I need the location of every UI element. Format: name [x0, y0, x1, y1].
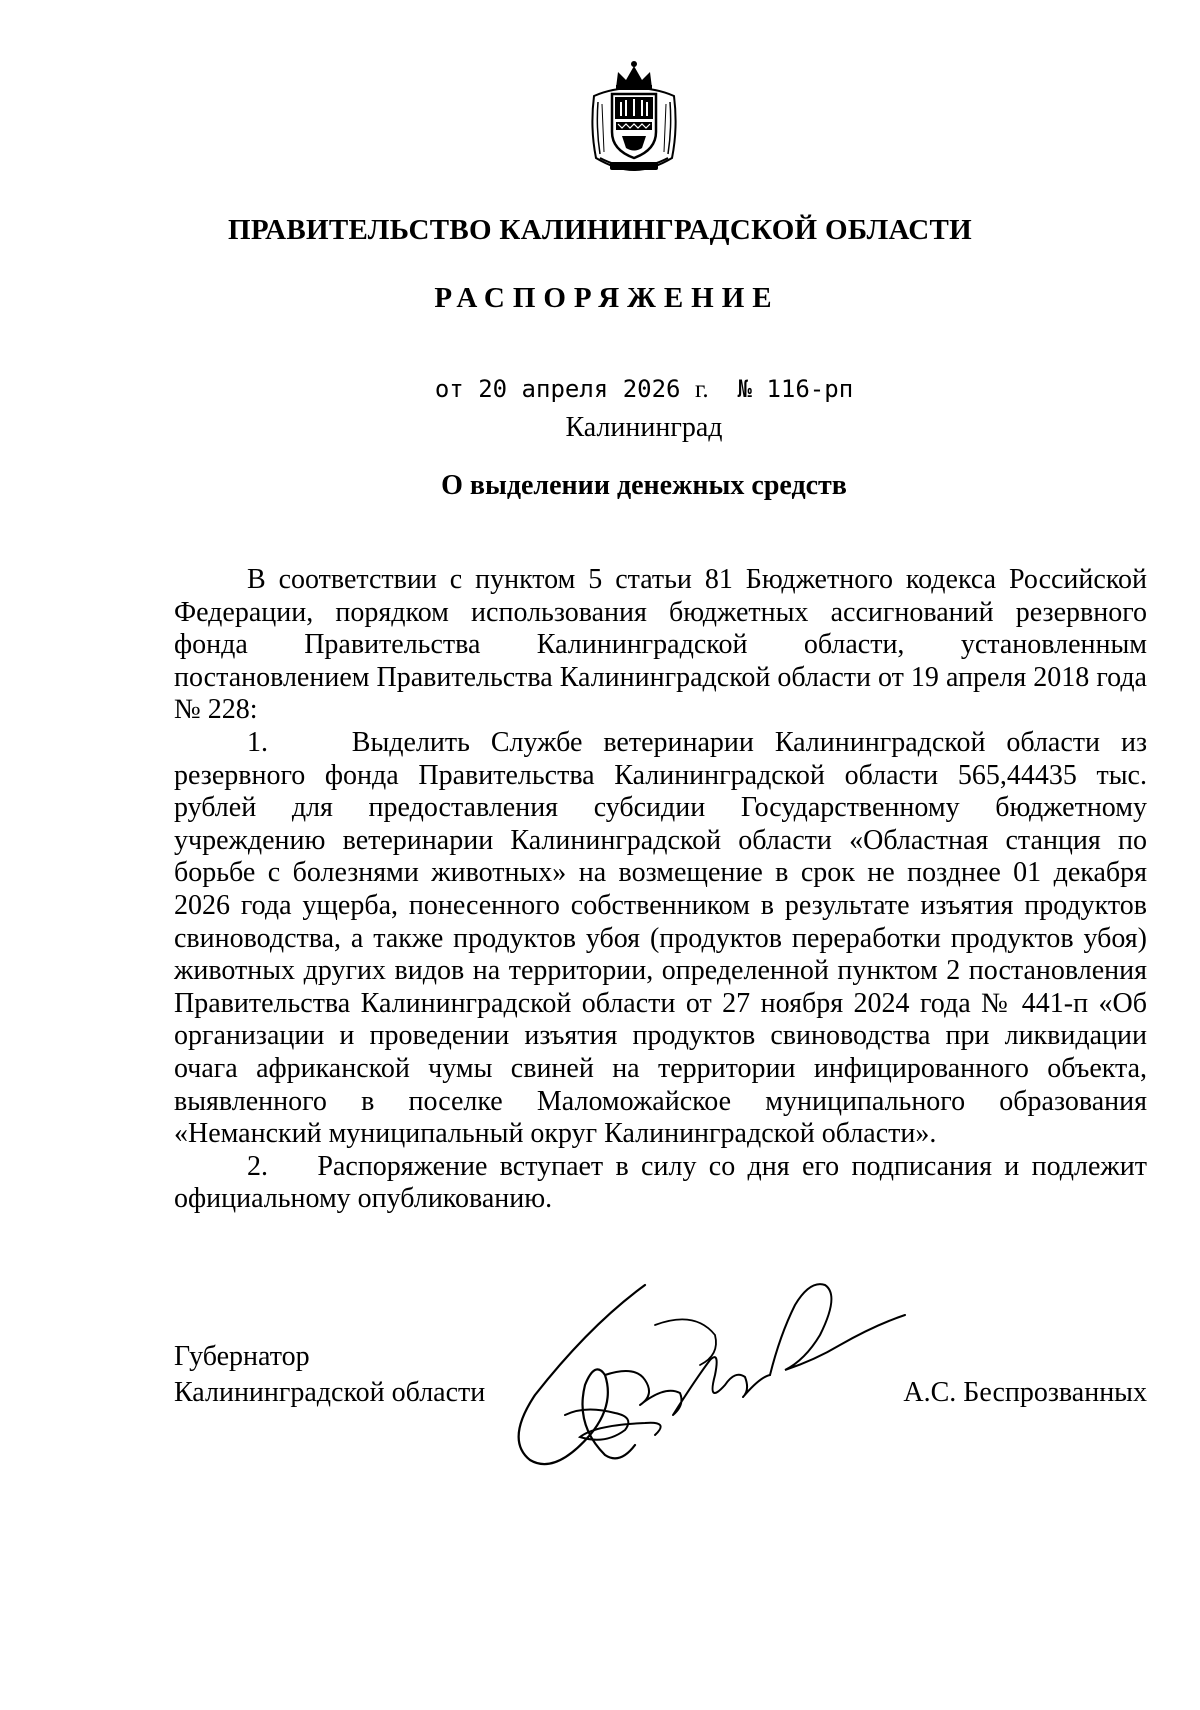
preamble-paragraph: В соответствии с пунктом 5 статьи 81 Бюджетного кодекса Российской Федерации, порядком использования бюджетных ассигнований резервного фонда Правительства Калининградской области, установленным постановлением Правительства Калининградской области от 19 апреля 2018 года № 228: [174, 564, 1147, 726]
document-body [174, 564, 1147, 1216]
coat-of-arms-emblem [586, 58, 682, 178]
document-subject: О выделении денежных средств [441, 470, 847, 501]
organization-name: ПРАВИТЕЛЬСТВО КАЛИНИНГРАДСКОЙ ОБЛАСТИ [227, 214, 973, 246]
signatory-title-line-1: Губернатор [174, 1341, 310, 1372]
signatory-title-line-2: Калининградской области [174, 1377, 486, 1408]
date-number-line [0, 375, 1200, 404]
item-1-paragraph: 1. Выделить Службе ветеринарии Калининградской области из резервного фонда Правительства Калининградской области 565,44435 тыс. рублей для предоставления субсидии Государственному бюджетному учреждению ветеринарии Калининградской области «Областная станция по борьбе с болезнями животных» на возмещение в срок не позднее 01 декабря 2026 года ущерба, понесенного собственником в результате изъятия продуктов свиноводства, а также продуктов убоя (продуктов переработки продуктов убоя) животных других видов на территории, определенной пунктом 2 постановления Правительства Калининградской области от 27 ноября 2024 года № 441-п «Об организации и проведении изъятия продуктов свиноводства при ликвидации очага африканской чумы свиней на территории инфицированного объекта, выявленного в поселке Маломожайское муниципального образования «Неманский муниципальный округ Калининградской области». [174, 726, 1147, 1150]
document-city: Калининград [565, 412, 723, 443]
number-sign: № [737, 375, 752, 403]
signatory-title [174, 1339, 485, 1411]
document-number: 116-рп [766, 375, 854, 403]
item-2-paragraph: 2. Распоряжение вступает в силу со дня его подписания и подлежит официальному опубликованию. [174, 1150, 1147, 1215]
document-type: РАСПОРЯЖЕНИЕ [434, 282, 780, 314]
signatory-name: А.С. Беспрозванных [903, 1377, 1147, 1408]
document-date: 20 апреля 2026 [478, 375, 681, 403]
year-suffix: г. [694, 376, 709, 403]
date-prefix: от [434, 375, 464, 403]
handwritten-signature [495, 1265, 915, 1480]
